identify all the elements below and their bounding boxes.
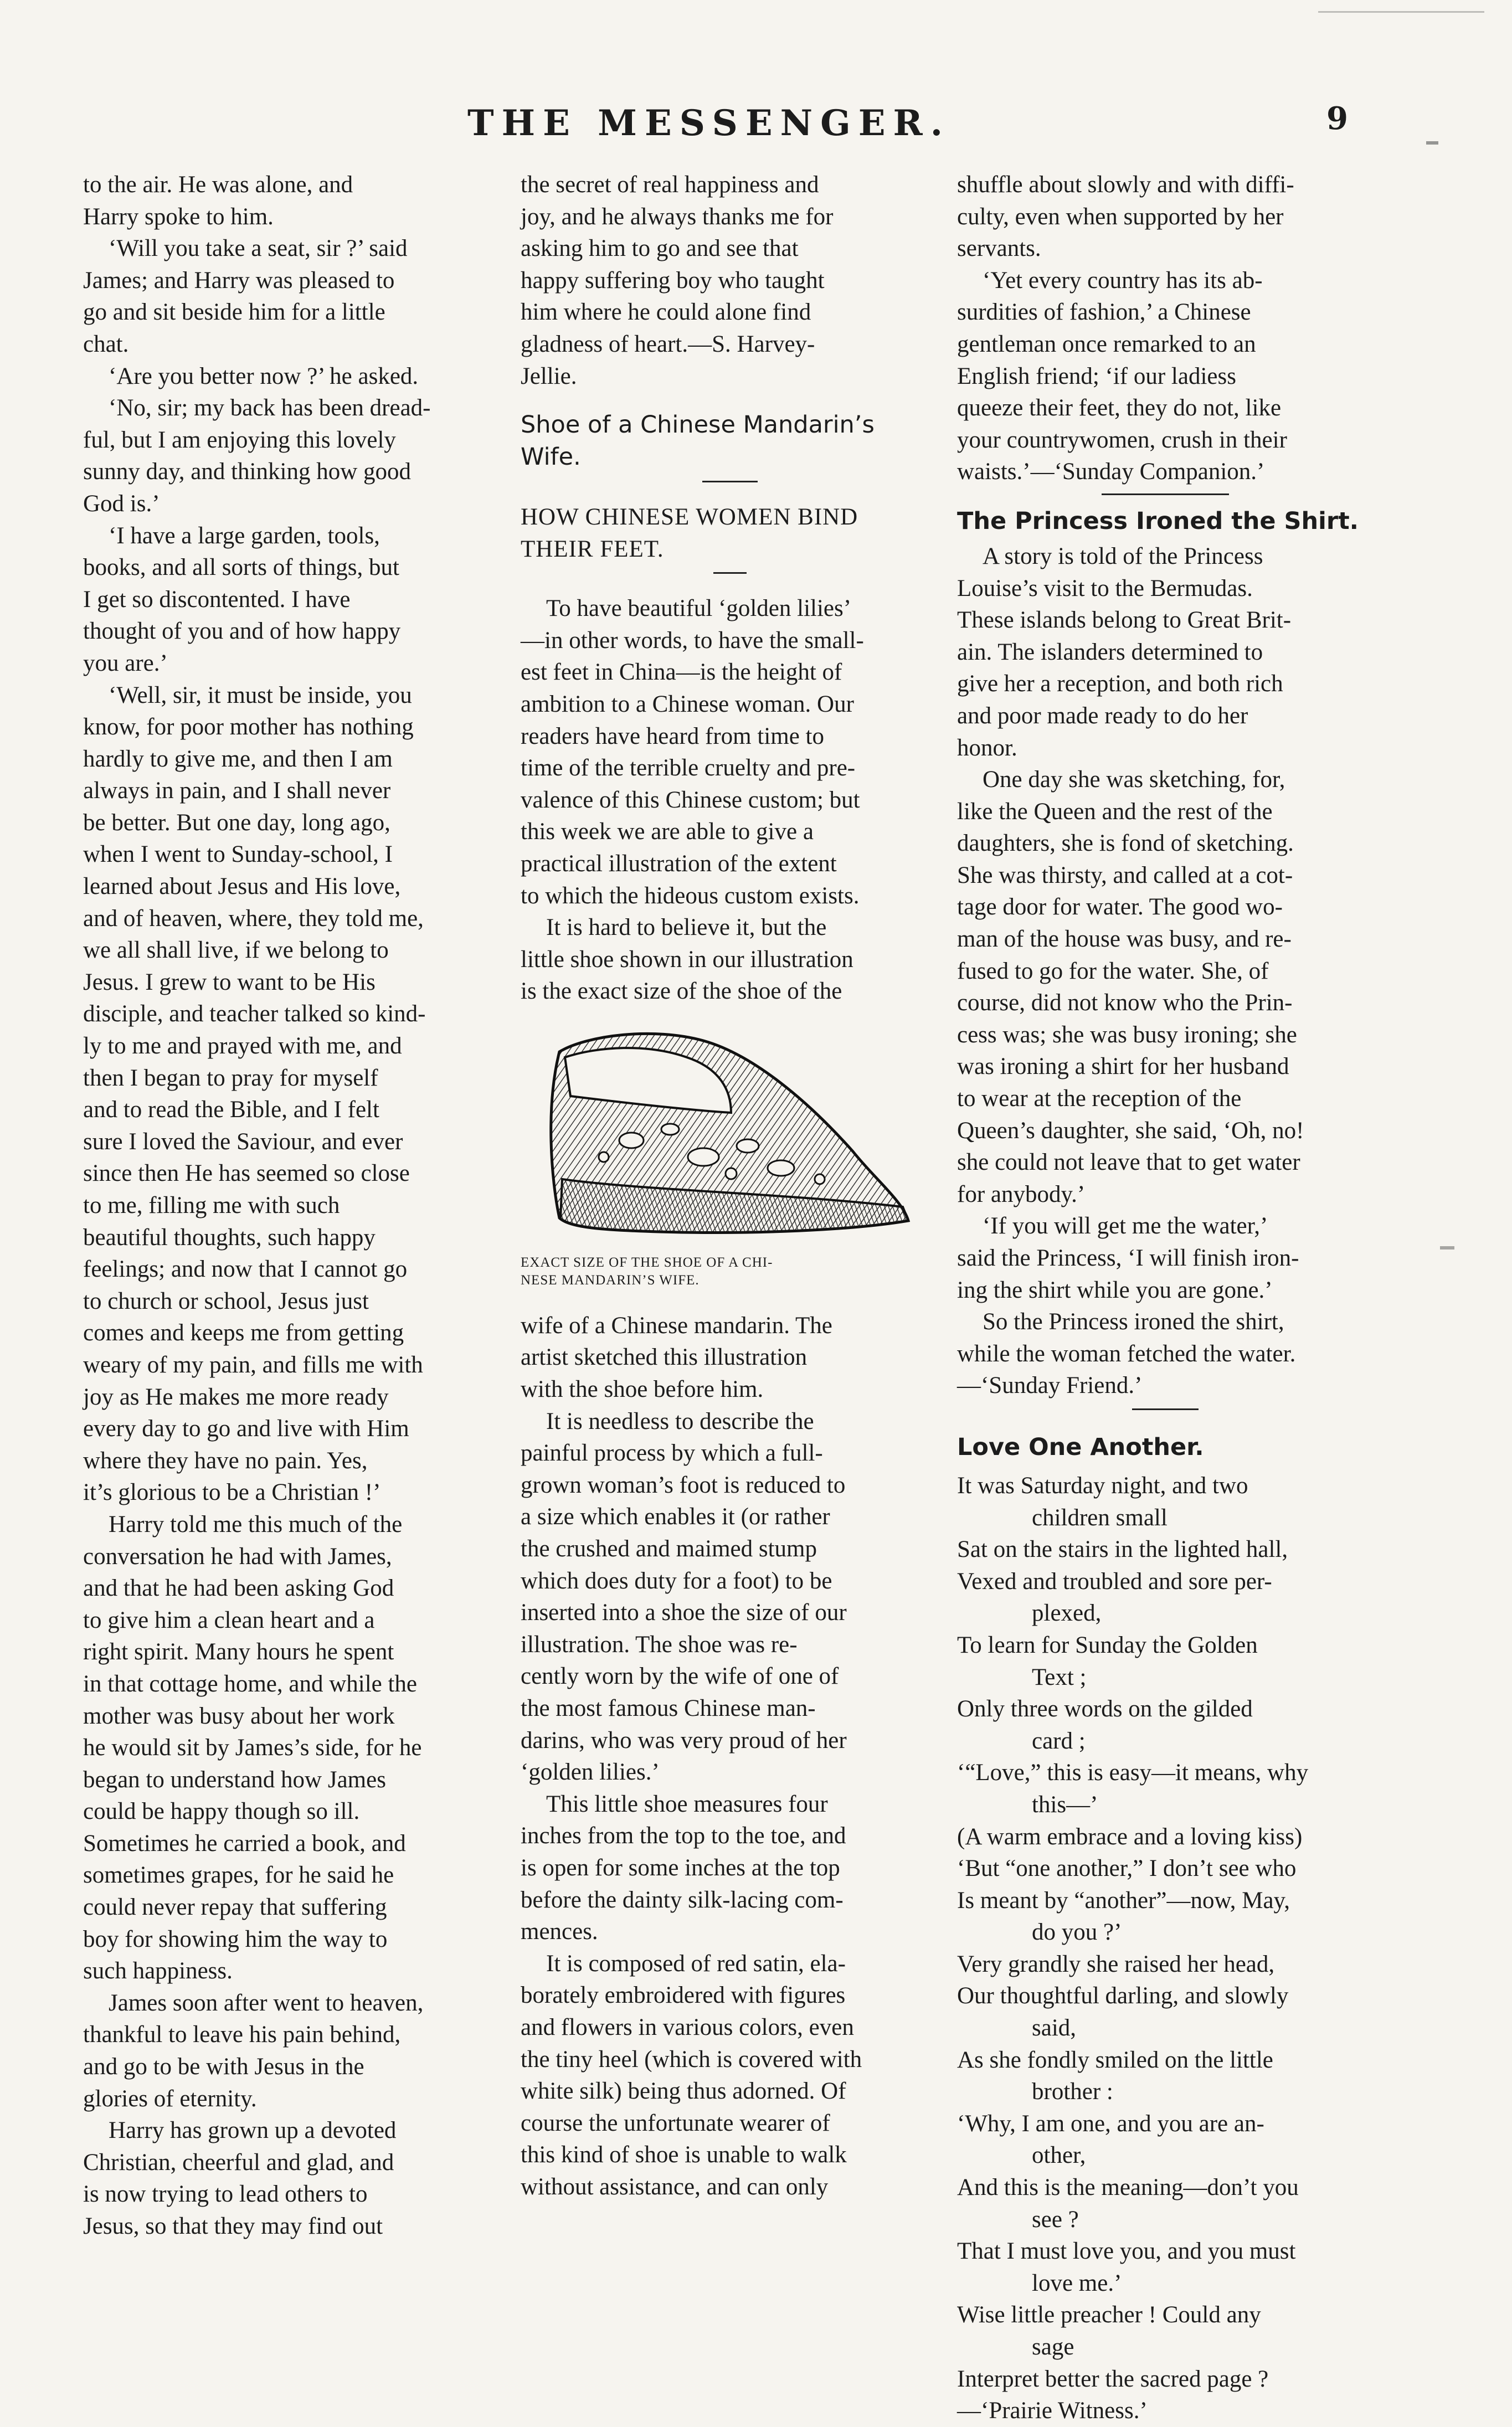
- poem-line: card ;: [1032, 1727, 1086, 1754]
- text-line: inserted into a shoe the size of our: [521, 1600, 847, 1626]
- poem-line: To learn for Sunday the Golden: [957, 1632, 1258, 1658]
- text-line: beautiful thoughts, such happy: [83, 1224, 376, 1251]
- section-divider: [1132, 1408, 1199, 1410]
- text-line: sure I loved the Saviour, and ever: [83, 1128, 403, 1155]
- column-3: [957, 169, 1374, 2424]
- poem-line: As she fondly smiled on the little: [957, 2047, 1273, 2073]
- text-line: is the exact size of the shoe of the: [521, 978, 842, 1005]
- text-line: disciple, and teacher talked so kind-: [83, 1001, 426, 1027]
- text-line: tage door for water. The good wo-: [957, 894, 1283, 921]
- text-line: the secret of real happiness and: [521, 172, 819, 198]
- text-line: These islands belong to Great Brit-: [957, 607, 1292, 634]
- text-line: and poor made ready to do her: [957, 702, 1248, 729]
- page-number: 9: [1326, 100, 1348, 137]
- text-line: God is.’: [83, 490, 160, 517]
- text-line: to give him a clean heart and a: [83, 1607, 375, 1633]
- text-line: It is composed of red satin, ela-: [546, 1950, 846, 1977]
- text-line: Harry told me this much of the: [109, 1511, 403, 1538]
- text-line: ing the shirt while you are gone.’: [957, 1277, 1273, 1303]
- poem-line: Text ;: [1032, 1664, 1087, 1690]
- text-line: —‘Sunday Friend.’: [957, 1372, 1143, 1399]
- poem-line: Vexed and troubled and sore per-: [957, 1568, 1272, 1595]
- text-line: sometimes grapes, for he said he: [83, 1862, 394, 1889]
- text-line: ly to me and prayed with me, and: [83, 1033, 402, 1060]
- poem-line: plexed,: [1032, 1600, 1102, 1627]
- text-line: glories of eternity.: [83, 2085, 257, 2112]
- text-line: thought of you and of how happy: [83, 618, 401, 645]
- text-line: began to understand how James: [83, 1766, 386, 1793]
- text-line: in that cottage home, and while the: [83, 1670, 418, 1697]
- text-line: Jesus, so that they may find out: [83, 2213, 383, 2239]
- text-line: Harry has grown up a devoted: [109, 2117, 397, 2144]
- poem-line: love me.’: [1032, 2270, 1122, 2296]
- text-line: It is needless to describe the: [546, 1408, 814, 1434]
- text-line: you are.’: [83, 650, 168, 676]
- text-line: the tiny heel (which is covered with: [521, 2046, 862, 2073]
- text-line: honor.: [957, 734, 1017, 761]
- text-line: valence of this Chinese custom; but: [521, 786, 860, 813]
- text-line: gentleman once remarked to an: [957, 331, 1256, 357]
- text-line: illustration. The shoe was re-: [521, 1631, 798, 1658]
- text-line: chat.: [83, 331, 129, 357]
- text-line: cess was; she was busy ironing; she: [957, 1021, 1297, 1048]
- text-line: Jesus. I grew to want to be His: [83, 969, 376, 995]
- text-line: like the Queen and the rest of the: [957, 798, 1273, 825]
- text-line: and of heaven, where, they told me,: [83, 905, 424, 932]
- text-line: since then He has seemed so close: [83, 1160, 410, 1187]
- text-line: when I went to Sunday-school, I: [83, 841, 393, 868]
- text-line: James soon after went to heaven,: [109, 1989, 424, 2016]
- text-line: a size which enables it (or rather: [521, 1504, 830, 1530]
- text-line: time of the terrible cruelty and pre-: [521, 755, 856, 781]
- poem-line: Is meant by “another”—now, May,: [957, 1887, 1290, 1914]
- text-line: give her a reception, and both rich: [957, 671, 1283, 697]
- text-line: I get so discontented. I have: [83, 586, 351, 613]
- poem-line: ‘But “one another,” I don’t see who: [957, 1855, 1297, 1882]
- text-line: ‘No, sir; my back has been dread-: [109, 395, 431, 421]
- text-line: ain. The islanders determined to: [957, 639, 1263, 665]
- text-line: feelings; and now that I cannot go: [83, 1256, 408, 1283]
- text-line: est feet in China—is the height of: [521, 659, 842, 686]
- text-line: surdities of fashion,’ a Chinese: [957, 299, 1251, 326]
- shoe-illustration: [521, 1013, 939, 1301]
- text-line: joy, and he always thanks me for: [521, 203, 834, 230]
- masthead: [0, 102, 1512, 147]
- text-line: without assistance, and can only: [521, 2173, 829, 2200]
- text-line: hardly to give me, and then I am: [83, 745, 393, 772]
- text-line: comes and keeps me from getting: [83, 1320, 404, 1346]
- text-line: culty, even when supported by her: [957, 203, 1284, 230]
- text-line: gladness of heart.—S. Harvey-: [521, 331, 815, 357]
- poem-line: Wise little preacher ! Could any: [957, 2302, 1261, 2328]
- poem-line: this—’: [1032, 1791, 1098, 1818]
- text-line: to church or school, Jesus just: [83, 1288, 369, 1314]
- text-line: then I began to pray for myself: [83, 1065, 378, 1091]
- poem-line: (A warm embrace and a loving kiss): [957, 1823, 1303, 1850]
- text-line: —in other words, to have the small-: [521, 627, 864, 654]
- text-line: and flowers in various colors, even: [521, 2014, 854, 2040]
- text-line: cently worn by the wife of one of: [521, 1663, 839, 1690]
- text-line: is open for some inches at the top: [521, 1854, 840, 1881]
- poem-line: do you ?’: [1032, 1919, 1122, 1946]
- text-line: wife of a Chinese mandarin. The: [521, 1312, 832, 1339]
- text-line: ‘Will you take a seat, sir ?’ said: [109, 235, 408, 262]
- text-line: while the woman fetched the water.: [957, 1340, 1296, 1367]
- text-line: Jellie.: [521, 363, 577, 389]
- text-line: him where he could alone find: [521, 299, 811, 326]
- text-line: for anybody.’: [957, 1181, 1086, 1207]
- text-line: go and sit beside him for a little: [83, 299, 385, 326]
- text-line: he would sit by James’s side, for he: [83, 1735, 422, 1761]
- text-line: painful process by which a full-: [521, 1440, 823, 1467]
- text-line: queeze their feet, they do not, like: [957, 395, 1282, 421]
- article-headline: Shoe of a Chinese Mandarin’s: [521, 411, 875, 439]
- scan-artifact: [1440, 1246, 1454, 1250]
- text-line: asking him to go and see that: [521, 235, 799, 262]
- poem: [957, 1470, 1374, 2427]
- text-line: ‘I have a large garden, tools,: [109, 522, 380, 549]
- poem-line: And this is the meaning—don’t you: [957, 2174, 1299, 2201]
- text-line: we all shall live, if we belong to: [83, 937, 389, 964]
- text-line: ‘Well, sir, it must be inside, you: [109, 682, 412, 708]
- text-line: happy suffering boy who taught: [521, 267, 825, 294]
- text-line: to wear at the reception of the: [957, 1086, 1242, 1112]
- text-line: fused to go for the water. She, of: [957, 958, 1269, 984]
- text-line: waists.’—‘Sunday Companion.’: [957, 459, 1265, 485]
- text-line: know, for poor mother has nothing: [83, 714, 414, 741]
- poem-line: Sat on the stairs in the lighted hall,: [957, 1536, 1288, 1563]
- text-line: could be happy though so ill.: [83, 1798, 360, 1825]
- text-line: the crushed and maimed stump: [521, 1536, 817, 1562]
- text-line: books, and all sorts of things, but: [83, 554, 399, 581]
- text-line: and that he had been asking God: [83, 1575, 394, 1602]
- poem-line: Very grandly she raised her head,: [957, 1951, 1275, 1977]
- text-line: ‘Yet every country has its ab-: [983, 267, 1263, 294]
- text-line: darins, who was very proud of her: [521, 1727, 847, 1754]
- scan-artifact: [1318, 11, 1484, 13]
- text-line: artist sketched this illustration: [521, 1344, 808, 1371]
- text-line: Queen’s daughter, she said, ‘Oh, no!: [957, 1117, 1304, 1144]
- text-line: One day she was sketching, for,: [983, 767, 1285, 793]
- illustration-caption: NESE MANDARIN’S WIFE.: [521, 1273, 700, 1288]
- text-line: She was thirsty, and called at a cot-: [957, 862, 1293, 888]
- poem-line: other,: [1032, 2142, 1086, 2169]
- text-line: course, did not know who the Prin-: [957, 990, 1293, 1016]
- article-headline: Love One Another.: [957, 1433, 1204, 1461]
- text-line: course the unfortunate wearer of: [521, 2110, 830, 2136]
- text-line: ambition to a Chinese woman. Our: [521, 691, 854, 717]
- text-line: ful, but I am enjoying this lovely: [83, 426, 396, 453]
- text-line: grown woman’s foot is reduced to: [521, 1472, 846, 1498]
- text-line: A story is told of the Princess: [983, 543, 1263, 569]
- column-2: [521, 169, 939, 2329]
- text-line: ‘Are you better now ?’ he asked.: [109, 363, 419, 389]
- illustration-caption: EXACT SIZE OF THE SHOE OF A CHI-: [521, 1255, 773, 1271]
- article-headline: Wife.: [521, 443, 581, 471]
- newspaper-title: THE MESSENGER.: [467, 102, 950, 144]
- text-line: English friend; ‘if our ladiess: [957, 363, 1236, 389]
- text-line: such happiness.: [83, 1958, 233, 1984]
- text-line: joy as He makes me more ready: [83, 1384, 389, 1410]
- text-line: and go to be with Jesus in the: [83, 2054, 364, 2080]
- text-line: Harry spoke to him.: [83, 203, 274, 230]
- article-subhead: HOW CHINESE WOMEN BIND: [521, 504, 858, 531]
- poem-line: It was Saturday night, and two: [957, 1472, 1248, 1499]
- poem-line: see ?: [1032, 2206, 1079, 2233]
- column-1: [83, 169, 504, 2329]
- text-line: which does duty for a foot) to be: [521, 1567, 832, 1594]
- article-subhead: THEIR FEET.: [521, 536, 664, 563]
- subhead-rule: [713, 572, 747, 574]
- text-line: thankful to leave his pain behind,: [83, 2022, 401, 2048]
- poem-line: ‘Why, I am one, and you are an-: [957, 2110, 1264, 2137]
- poem-line: Only three words on the gilded: [957, 1696, 1253, 1722]
- text-line: where they have no pain. Yes,: [83, 1447, 368, 1474]
- text-line: to me, filling me with such: [83, 1192, 340, 1218]
- text-line: your countrywomen, crush in their: [957, 426, 1287, 453]
- poem-line: said,: [1032, 2015, 1077, 2042]
- text-line: weary of my pain, and fills me with: [83, 1351, 423, 1378]
- text-line: ‘golden lilies.’: [521, 1759, 660, 1786]
- poem-line: That I must love you, and you must: [957, 2238, 1296, 2265]
- text-line: mences.: [521, 1919, 598, 1945]
- text-line: practical illustration of the extent: [521, 850, 837, 877]
- text-line: every day to go and live with Him: [83, 1416, 409, 1442]
- text-line: boy for showing him the way to: [83, 1926, 388, 1952]
- text-line: To have beautiful ‘golden lilies’: [546, 595, 852, 622]
- text-line: little shoe shown in our illustration: [521, 946, 853, 973]
- poem-line: —‘Prairie Witness.’: [957, 2398, 1148, 2424]
- text-line: man of the house was busy, and re-: [957, 926, 1292, 953]
- text-line: Louise’s visit to the Bermudas.: [957, 575, 1253, 601]
- poem-line: Our thoughtful darling, and slowly: [957, 1983, 1289, 2009]
- text-line: James; and Harry was pleased to: [83, 267, 395, 294]
- text-line: shuffle about slowly and with diffi-: [957, 172, 1294, 198]
- text-line: was ironing a shirt for her husband: [957, 1053, 1289, 1080]
- poem-line: brother :: [1032, 2079, 1113, 2105]
- text-line: with the shoe before him.: [521, 1376, 764, 1403]
- text-line: the most famous Chinese man-: [521, 1695, 816, 1721]
- text-line: white silk) being thus adorned. Of: [521, 2078, 846, 2105]
- text-line: is now trying to lead others to: [83, 2181, 368, 2208]
- text-line: borately embroidered with figures: [521, 1982, 846, 2009]
- text-line: ‘If you will get me the water,’: [983, 1213, 1268, 1240]
- section-divider: [1102, 493, 1229, 495]
- text-line: right spirit. Many hours he spent: [83, 1639, 394, 1665]
- text-line: sunny day, and thinking how good: [83, 459, 412, 485]
- poem-line: sage: [1032, 2334, 1074, 2360]
- text-line: and to read the Bible, and I felt: [83, 1097, 379, 1123]
- text-line: conversation he had with James,: [83, 1543, 392, 1570]
- text-line: Sometimes he carried a book, and: [83, 1830, 406, 1857]
- text-line: before the dainty silk-lacing com-: [521, 1886, 844, 1913]
- headline-rule: [702, 481, 758, 482]
- text-line: readers have heard from time to: [521, 723, 824, 749]
- scan-artifact: [1426, 141, 1438, 145]
- article-headline: The Princess Ironed the Shirt.: [957, 507, 1359, 535]
- text-line: she could not leave that to get water: [957, 1149, 1300, 1176]
- text-line: servants.: [957, 235, 1041, 262]
- poem-line: children small: [1032, 1504, 1168, 1531]
- poem-line: Interpret better the sacred page ?: [957, 2366, 1269, 2392]
- text-line: It is hard to believe it, but the: [546, 914, 827, 941]
- text-line: this kind of shoe is unable to walk: [521, 2142, 847, 2168]
- text-line: this week we are able to give a: [521, 819, 814, 845]
- text-line: to which the hideous custom exists.: [521, 882, 860, 909]
- poem-line: ‘“Love,” this is easy—it means, why: [957, 1760, 1309, 1786]
- text-line: it’s glorious to be a Christian !’: [83, 1479, 381, 1506]
- text-line: This little shoe measures four: [546, 1791, 828, 1817]
- text-line: inches from the top to the toe, and: [521, 1823, 846, 1849]
- shoe-drawing: [521, 1013, 939, 1246]
- text-line: mother was busy about her work: [83, 1703, 395, 1729]
- text-line: be better. But one day, long ago,: [83, 809, 390, 836]
- text-line: So the Princess ironed the shirt,: [983, 1309, 1284, 1335]
- text-line: said the Princess, ‘I will finish iron-: [957, 1245, 1299, 1271]
- text-line: could never repay that suffering: [83, 1894, 387, 1921]
- text-line: Christian, cheerful and glad, and: [83, 2149, 394, 2176]
- text-line: learned about Jesus and His love,: [83, 873, 401, 900]
- text-line: daughters, she is fond of sketching.: [957, 830, 1294, 857]
- text-line: always in pain, and I shall never: [83, 778, 391, 804]
- text-line: to the air. He was alone, and: [83, 172, 353, 198]
